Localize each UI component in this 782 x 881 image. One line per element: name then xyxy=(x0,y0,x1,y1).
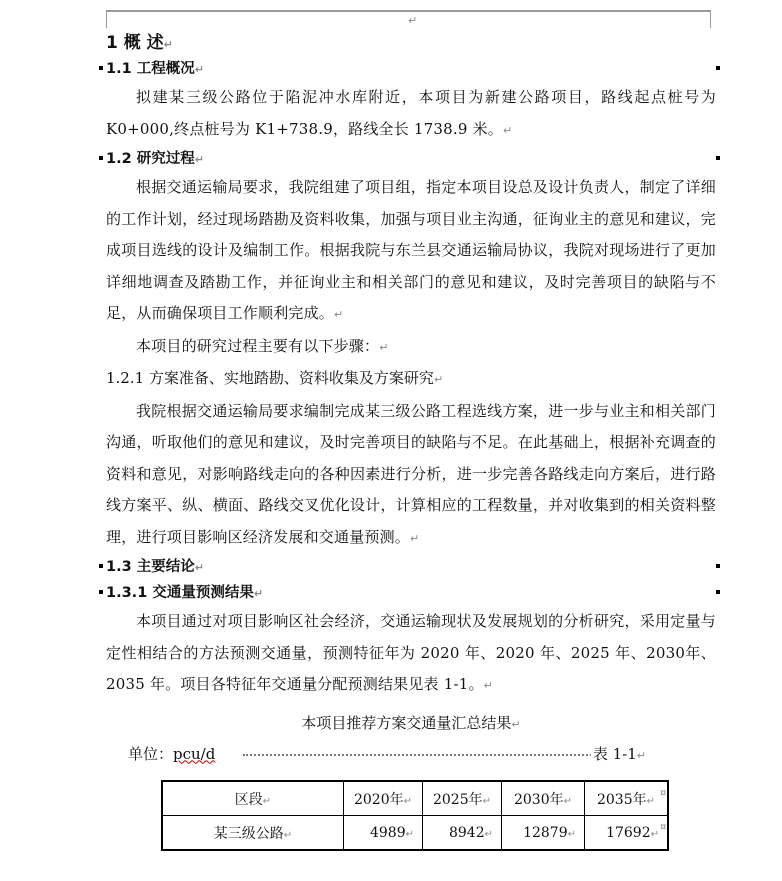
list-bullet-mark xyxy=(99,590,103,594)
section-heading-1-1[interactable]: 1.1 工程概况↵ xyxy=(106,56,716,82)
dotted-tab-leader xyxy=(243,754,596,756)
paragraph-mark-icon: ↵ xyxy=(253,587,264,600)
list-bullet-mark xyxy=(716,564,720,568)
paragraph-mark-icon: ↵ xyxy=(334,308,344,321)
table-header-row xyxy=(162,781,668,816)
chapter-heading[interactable]: 1 概 述↵ xyxy=(106,33,173,53)
paragraph-scheme-preparation[interactable]: 我院根据交通运输局要求编制完成某三级公路工程选线方案，进一步与业主和相关部门沟通，听取他们的意见和建议，及时完善项目的缺陷与不足。在此基础上，根据补充调查的资料和意见，对影响路线走向的各种因素进行分析，进一步完善各路线走向方案后，进行路线方案平、纵、横面、路线交叉优化设计，计算相应的工程数量，并对收集到的相关资料整理，进行项目影响区经济发展和交通量预测。↵ xyxy=(106,401,716,546)
table-cell-value[interactable]: 8942↵ xyxy=(423,816,502,851)
table-cell-value[interactable]: 4989↵ xyxy=(344,816,423,851)
table-row xyxy=(162,816,668,851)
row-end-mark-icon: ¤ xyxy=(660,822,667,833)
paragraph-mark-icon: ↵ xyxy=(433,373,444,386)
paragraph-mark-icon: ↵ xyxy=(194,63,204,76)
table-cell-road-name[interactable]: 某三级公路↵ xyxy=(162,816,344,851)
margin-corner-mark-left xyxy=(106,10,107,28)
paragraph-research-process[interactable]: 根据交通运输局要求，我院组建了项目组，指定本项目设总及设计负责人，制定了详细的工作计划，经过现场踏勘及资料收集，加强与项目业主沟通，征询业主的意见和建议，完成项目选线的设计及编制工作。根据我院与东兰县交通运输局协议，我院对现场进行了更加详细地调查及踏勘工作，并征询业主和相关部门的意见和建议，及时完善项目的缺陷与不足，从而确保项目工作顺利完成。↵ xyxy=(106,178,716,322)
table-header-cell[interactable]: 2030年↵ xyxy=(502,781,585,816)
table-unit-label: 单位：pcu/d xyxy=(128,744,216,763)
list-bullet-mark xyxy=(99,156,103,160)
table-header-cell[interactable]: 区段↵ xyxy=(162,781,344,816)
paragraph-mark-icon: ↵ xyxy=(502,123,513,137)
document-body[interactable] xyxy=(106,30,716,768)
paragraph-mark-icon: ↵ xyxy=(483,679,494,692)
paragraph-research-steps[interactable]: 本项目的研究过程主要有以下步骤：↵ xyxy=(136,336,389,355)
paragraph-mark-icon: ↵ xyxy=(408,14,418,27)
table-unit-line[interactable] xyxy=(128,740,646,768)
row-end-mark-icon: ¤ xyxy=(660,788,667,799)
paragraph-mark-icon: ↵ xyxy=(511,717,521,731)
paragraph-mark-icon: ↵ xyxy=(194,561,204,574)
traffic-volume-table[interactable] xyxy=(161,780,669,851)
list-bullet-mark xyxy=(716,590,720,594)
section-heading-1-2[interactable]: 1.2 研究过程↵ xyxy=(106,146,716,172)
section-heading-1-3[interactable]: 1.3 主要结论↵ xyxy=(106,554,716,580)
subsection-heading-1-2-1[interactable]: 1.2.1 方案准备、实地踏勘、资料收集及方案研究↵ xyxy=(106,369,444,387)
table-cell-value[interactable]: 17692↵ xyxy=(585,816,669,851)
paragraph-mark-icon: ↵ xyxy=(194,153,204,166)
table-caption[interactable]: 本项目推荐方案交通量汇总结果↵ xyxy=(301,713,521,732)
paragraph-mark-icon: ↵ xyxy=(163,38,173,51)
table-unit-value: pcu/d xyxy=(173,744,216,763)
paragraph-mark-icon: ↵ xyxy=(410,531,420,545)
table-header-cell[interactable]: 2035年↵ xyxy=(585,781,669,816)
paragraph-traffic-forecast[interactable]: 本项目通过对项目影响区社会经济，交通运输现状及发展规划的分析研究，采用定量与定性相结合的方法预测交通量，预测特征年为 2020 年、2020 年、2025 年、2030年、2035 年。项目各特征年交通量分配预测结果见表 1-1。↵ xyxy=(106,612,716,693)
table-header-cell[interactable]: 2020年↵ xyxy=(344,781,423,816)
table-cell-value[interactable]: 12879↵ xyxy=(502,816,585,851)
page-top-border xyxy=(106,10,710,12)
list-bullet-mark xyxy=(716,66,720,70)
table-header-cell[interactable]: 2025年↵ xyxy=(423,781,502,816)
subsection-heading-1-3-1[interactable]: 1.3.1 交通量预测结果↵ xyxy=(106,580,716,606)
list-bullet-mark xyxy=(716,156,720,160)
paragraph-project-overview[interactable]: 拟建某三级公路位于陷泥冲水库附近，本项目为新建公路项目，路线起点桩号为K0+000,终点桩号为 K1+738.9，路线全长 1738.9 米。↵ xyxy=(106,88,716,138)
table-number: 表 1-1↵ xyxy=(591,740,646,770)
margin-corner-mark-right xyxy=(710,10,711,28)
list-bullet-mark xyxy=(99,564,103,568)
list-bullet-mark xyxy=(99,66,103,70)
paragraph-mark-icon: ↵ xyxy=(379,340,389,354)
